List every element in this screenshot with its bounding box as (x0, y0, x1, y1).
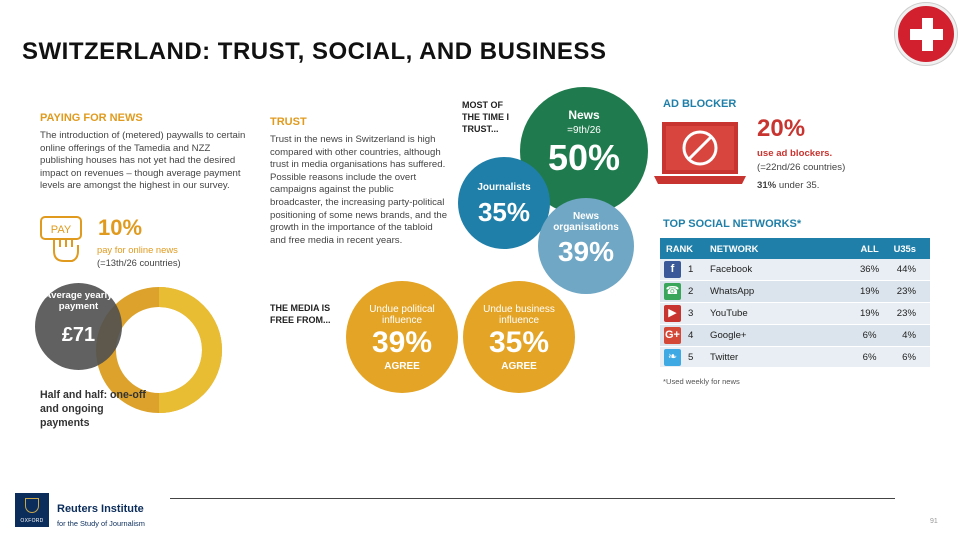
average-payment-value: £71 (61, 324, 96, 346)
adblock-red-text: use ad blockers. (757, 148, 833, 159)
footer-divider (170, 498, 895, 499)
rank-cell: 4 (686, 324, 704, 346)
paying-sub (97, 243, 181, 269)
adblock-under-35 (757, 180, 819, 191)
rank-cell: 5 (686, 346, 704, 368)
social-heading: TOP SOCIAL NETWORKS* (663, 218, 802, 230)
pay-icon-label: PAY (50, 224, 72, 236)
paying-sub-line2: (=13th/26 countries) (97, 257, 181, 268)
u35-cell: 6% (888, 346, 930, 368)
most-of-time-label: MOST OF THE TIME I TRUST... (462, 100, 509, 134)
network-icon-cell (660, 281, 686, 303)
page-title: SWITZERLAND: TRUST, SOCIAL, AND BUSINESS (22, 38, 607, 65)
col-rank: RANK (660, 238, 704, 259)
table-row (660, 346, 930, 368)
paying-body: The introduction of (metered) paywalls to certain online offerings of the Tamedia and NZZ publishing houses has not yet had the desired impact on revenues – though average payment levels are amongst the highest in our survey. (40, 130, 246, 192)
facebook-icon: f (664, 261, 681, 278)
news-label: News (568, 108, 600, 122)
media-free-label: THE MEDIA IS FREE FROM... (270, 303, 331, 325)
table-row (660, 281, 930, 303)
institute-name: Reuters Institute (57, 503, 144, 515)
half-and-half-text: Half and half: one-off and ongoing payments (40, 389, 146, 429)
table-row (660, 259, 930, 281)
youtube-icon: ▶ (664, 305, 681, 322)
swiss-flag-icon (895, 3, 957, 65)
network-cell: Google+ (704, 324, 852, 346)
rank-cell: 2 (686, 281, 704, 303)
u35-cell: 4% (888, 324, 930, 346)
google-plus-icon: G+ (664, 327, 681, 344)
u35-cell: 23% (888, 281, 930, 303)
political-influence-value: 39% (371, 326, 433, 359)
adblock-under-rest: under 35. (776, 180, 820, 191)
all-cell: 19% (852, 303, 888, 325)
oxford-crest-icon (15, 493, 49, 527)
paying-heading: PAYING FOR NEWS (40, 112, 143, 124)
rank-cell: 1 (686, 259, 704, 281)
news-orgs-value: 39% (557, 236, 615, 267)
journalists-trust-bubble (458, 157, 550, 249)
ad-blocker-laptop-icon (652, 120, 748, 190)
table-row (660, 303, 930, 325)
rank-cell: 3 (686, 303, 704, 325)
journalists-label: Journalists (477, 182, 531, 193)
political-influence-label: Undue political influence (369, 304, 435, 326)
u35-cell: 44% (888, 259, 930, 281)
crest-text: OXFORD (20, 518, 44, 524)
all-cell: 19% (852, 281, 888, 303)
whatsapp-icon: ☎ (664, 283, 681, 300)
news-rank: =9th/26 (567, 125, 601, 136)
business-agree-label: AGREE (501, 361, 537, 372)
all-cell: 36% (852, 259, 888, 281)
trust-heading: TRUST (270, 116, 307, 128)
social-footnote: *Used weekly for news (663, 377, 740, 386)
network-icon-cell (660, 324, 686, 346)
all-cell: 6% (852, 324, 888, 346)
paying-sub-line1: pay for online news (97, 244, 178, 255)
network-icon-cell (660, 303, 686, 325)
news-orgs-label: News organisations (553, 211, 619, 233)
business-influence-value: 35% (488, 326, 550, 359)
social-table-header (660, 238, 930, 259)
all-cell: 6% (852, 346, 888, 368)
political-agree-label: AGREE (384, 361, 420, 372)
trust-body: Trust in the news in Switzerland is high compared with other countries, although trust in media organisations has suffered. Possible reasons include the overt campaigns against the public broadcaster, the increasing party-political positioning of some news brands, and the growth in the importance of the tabloid and free media in recent years. (270, 134, 448, 246)
col-network: NETWORK (704, 238, 852, 259)
network-cell: YouTube (704, 303, 852, 325)
col-u35: U35s (888, 238, 930, 259)
social-networks-table (660, 238, 930, 368)
adblock-rank: (=22nd/26 countries) (757, 162, 846, 173)
network-cell: Facebook (704, 259, 852, 281)
table-row (660, 324, 930, 346)
network-cell: WhatsApp (704, 281, 852, 303)
business-influence-bubble (463, 281, 575, 393)
institute-sub: for the Study of Journalism (57, 519, 145, 528)
paying-big-value: 10% (98, 215, 143, 240)
network-cell: Twitter (704, 346, 852, 368)
hand-pay-icon (40, 213, 86, 265)
journalists-value: 35% (477, 197, 531, 227)
adblock-heading: AD BLOCKER (663, 98, 737, 110)
u35-cell: 23% (888, 303, 930, 325)
average-payment-label: Average yearly payment (44, 290, 113, 312)
col-all: ALL (852, 238, 888, 259)
news-orgs-trust-bubble (538, 198, 634, 294)
network-icon-cell (660, 259, 686, 281)
average-payment-circle (35, 283, 122, 370)
twitter-icon: ❧ (664, 349, 681, 366)
network-icon-cell (660, 346, 686, 368)
political-influence-bubble (346, 281, 458, 393)
business-influence-label: Undue business influence (483, 304, 555, 326)
adblock-under-value: 31% (757, 180, 777, 191)
page-number: 91 (930, 518, 938, 525)
news-value: 50% (547, 137, 621, 178)
adblock-big-value: 20% (757, 115, 806, 142)
